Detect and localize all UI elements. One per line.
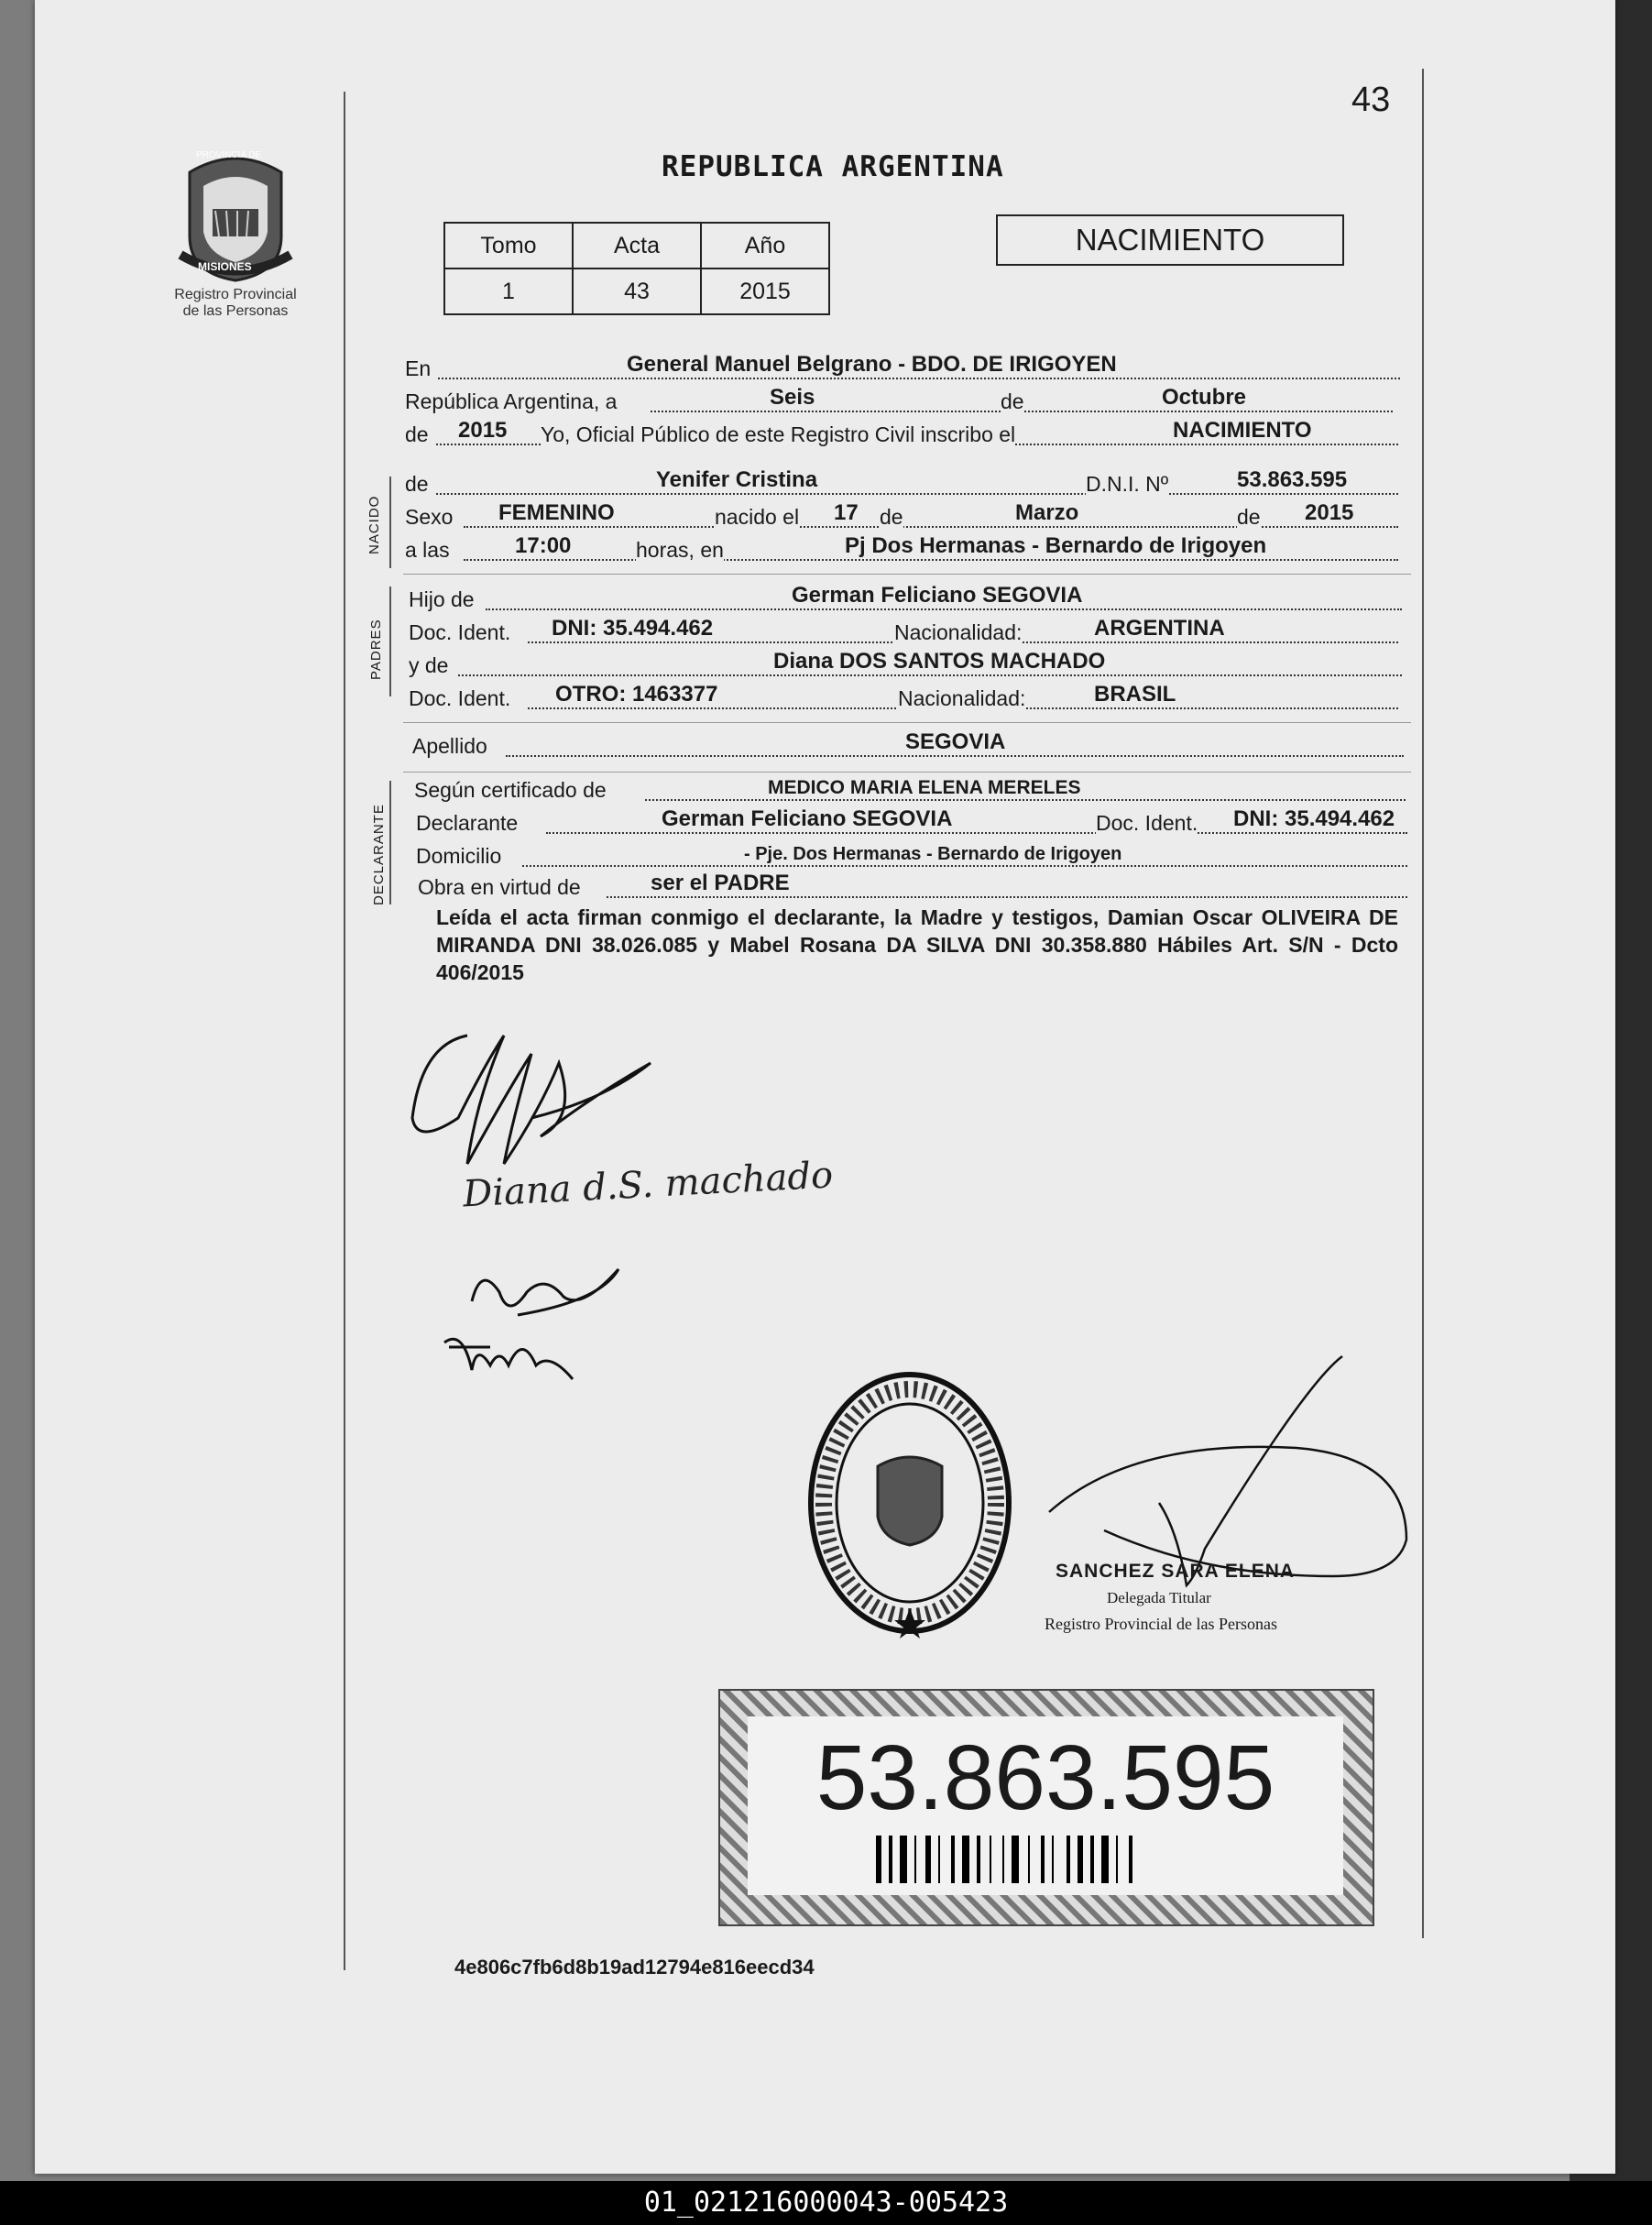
barcode-bar — [1086, 1836, 1088, 1883]
birth-day-value: 17 — [834, 500, 859, 525]
cert-label: Según certificado de — [414, 778, 607, 802]
padres-separator — [389, 586, 391, 696]
barcode-bar — [876, 1836, 881, 1883]
barcode-bar — [925, 1836, 931, 1883]
barcode-bar — [943, 1836, 948, 1883]
barcode-bar — [962, 1836, 969, 1883]
barcode-bar — [884, 1836, 886, 1883]
barcode-bar — [990, 1836, 991, 1883]
barcode-bar — [1007, 1836, 1009, 1883]
barcode-bar — [977, 1836, 980, 1883]
sexo-label: Sexo — [405, 505, 454, 529]
dni-large-number: 53.863.595 — [815, 1726, 1275, 1829]
obra-value: ser el PADRE — [651, 871, 790, 895]
cert-row — [403, 773, 1411, 806]
barcode-bar — [1116, 1836, 1118, 1883]
father-name-value: German Feliciano SEGOVIA — [792, 583, 1083, 608]
mother-nat-label: Nacionalidad: — [898, 686, 1026, 710]
barcode-bar — [938, 1836, 940, 1883]
barcode-bar — [957, 1836, 959, 1883]
nacido-birth-row — [403, 500, 1411, 533]
mother-doc-value: OTRO: 1463377 — [555, 682, 718, 707]
misiones-logo — [158, 145, 313, 320]
mother-doc-label: Doc. Ident. — [409, 686, 511, 710]
closing-statement: Leída el acta firman conmigo el declarante, la Madre y testigos, Damian Oscar OLIVEIRA DE MIRANDA DNI 38.026.085 y Mabel Rosana DA SILVA DNI 30.358.880 Hábiles Art. S/N - Dcto 406/2015 — [436, 905, 1398, 984]
barcode-bar — [889, 1836, 892, 1883]
declarante-doc-label: Doc. Ident. — [1096, 811, 1198, 835]
father-nat-label: Nacionalidad: — [894, 620, 1023, 644]
birth-place-value: Pj Dos Hermanas - Bernardo de Irigoyen — [845, 533, 1267, 558]
logo-banner-text: PROVINCIA DE — [196, 150, 262, 160]
barcode-bar — [900, 1836, 907, 1883]
declarante-label: Declarante — [416, 811, 519, 835]
apellido-row — [403, 729, 1411, 762]
page-number: 43 — [1351, 81, 1391, 119]
barcode — [876, 1836, 1215, 1883]
nacido-el-label: nacido el — [715, 505, 800, 529]
official-seal-icon — [804, 1365, 1015, 1640]
barcode-bar — [1067, 1836, 1070, 1883]
tomo-value: 1 — [444, 269, 573, 314]
barcode-bar — [1135, 1836, 1139, 1883]
birth-time-value: 17:00 — [515, 533, 572, 558]
father-nationality-value: ARGENTINA — [1094, 616, 1225, 641]
left-margin-line — [344, 92, 345, 1970]
barcode-bar — [1078, 1836, 1083, 1883]
child-dni-value: 53.863.595 — [1237, 467, 1348, 492]
barcode-bar — [1022, 1836, 1025, 1883]
mother-signature: Diana d.S. machado — [462, 1154, 835, 1216]
hijo-de-label: Hijo de — [409, 587, 475, 611]
ano-value: 2015 — [701, 269, 829, 314]
barcode-bar — [1028, 1836, 1030, 1883]
dni-label: D.N.I. Nº — [1086, 472, 1169, 496]
padres-side-label: PADRES — [368, 619, 384, 680]
domicilio-label: Domicilio — [416, 844, 502, 868]
de-label-3: de — [1237, 505, 1261, 529]
declarante-name-value: German Feliciano SEGOVIA — [662, 806, 953, 831]
declarante-separator — [389, 781, 391, 904]
y-de-label: y de — [409, 653, 449, 677]
declarante-side-label: DECLARANTE — [371, 804, 387, 905]
footer-id: 01_021216000043-005423 — [0, 2181, 1652, 2225]
mother-doc-row — [403, 682, 1411, 715]
declarante-row — [403, 806, 1411, 839]
dni-label-sticker — [718, 1689, 1374, 1926]
mother-row — [403, 649, 1411, 682]
document-hash: 4e806c7fb6d8b19ad12794e816eecd34 — [454, 1956, 815, 1978]
father-row — [403, 583, 1411, 616]
month-value: Octubre — [1162, 385, 1247, 410]
cert-value: MEDICO MARIA ELENA MERELES — [768, 777, 1081, 798]
obra-row — [403, 871, 1411, 904]
intro-oficial-row — [403, 418, 1411, 451]
barcode-bar — [895, 1836, 897, 1883]
registry-table — [443, 222, 830, 315]
nacido-side-label: NACIDO — [367, 495, 382, 554]
place-value: General Manuel Belgrano - BDO. DE IRIGOYEN — [627, 352, 1117, 377]
barcode-bar — [1056, 1836, 1064, 1883]
act-type-box: NACIMIENTO — [996, 214, 1344, 266]
nacido-de-label: de — [405, 472, 429, 496]
domicilio-row — [403, 839, 1411, 872]
logo-caption-line2: de las Personas — [182, 303, 289, 319]
sexo-value: FEMENINO — [498, 500, 615, 525]
official-office: Registro Provincial de las Personas — [1045, 1615, 1277, 1633]
acta-value: 43 — [573, 269, 701, 314]
dni-label-inner — [748, 1716, 1343, 1895]
father-doc-value: DNI: 35.494.462 — [552, 616, 714, 641]
barcode-bar — [919, 1836, 923, 1883]
de-label: de — [1001, 389, 1024, 413]
en-label: En — [405, 356, 432, 380]
barcode-bar — [1033, 1836, 1038, 1883]
barcode-bar — [1097, 1836, 1099, 1883]
de2-label: de — [405, 422, 429, 446]
tomo-header: Tomo — [444, 223, 573, 269]
barcode-bar — [1041, 1836, 1045, 1883]
barcode-bar — [910, 1836, 912, 1883]
barcode-bar — [1111, 1836, 1113, 1883]
right-margin-line — [1422, 69, 1424, 1938]
barcode-bar — [1101, 1836, 1109, 1883]
barcode-bar — [1052, 1836, 1054, 1883]
obra-label: Obra en virtud de — [418, 875, 581, 899]
republica-label: República Argentina, a — [405, 389, 618, 413]
horas-label: horas, en — [636, 538, 724, 562]
birth-month-value: Marzo — [1015, 500, 1079, 525]
official-role: Delegada Titular — [1107, 1589, 1211, 1606]
barcode-bar — [1047, 1836, 1049, 1883]
acta-header: Acta — [573, 223, 701, 269]
section-divider — [403, 772, 1411, 773]
oficial-text: Yo, Oficial Público de este Registro Civil inscribo el — [541, 422, 1016, 446]
domicilio-value: - Pje. Dos Hermanas - Bernardo de Irigoyen — [744, 844, 1122, 864]
nacido-name-row — [403, 467, 1411, 500]
father-doc-label: Doc. Ident. — [409, 620, 511, 644]
official-name: SANCHEZ SARA ELENA — [1056, 1561, 1296, 1582]
barcode-bar — [914, 1836, 916, 1883]
day-value: Seis — [770, 385, 815, 410]
year-value: 2015 — [458, 418, 508, 443]
intro-date-row — [403, 385, 1411, 418]
barcode-bar — [1121, 1836, 1126, 1883]
witness-signature-1 — [463, 1255, 628, 1329]
section-divider — [403, 722, 1411, 723]
barcode-bar — [983, 1836, 987, 1883]
mother-nationality-value: BRASIL — [1094, 682, 1176, 707]
father-doc-row — [403, 616, 1411, 649]
section-divider — [403, 574, 1411, 575]
ano-header: Año — [701, 223, 829, 269]
logo-caption-line1: Registro Provincial — [174, 287, 297, 302]
birth-year-value: 2015 — [1305, 500, 1354, 525]
alas-label: a las — [405, 538, 450, 562]
barcode-bar — [1002, 1836, 1004, 1883]
official-signature — [1022, 1347, 1425, 1640]
barcode-bar — [1129, 1836, 1132, 1883]
intro-place-row — [403, 352, 1411, 385]
inscribe-value: NACIMIENTO — [1173, 418, 1312, 443]
barcode-bar — [934, 1836, 935, 1883]
page-title: REPUBLICA ARGENTINA — [662, 150, 1004, 183]
barcode-bar — [1012, 1836, 1019, 1883]
apellido-label: Apellido — [412, 734, 487, 758]
witness-signature-2 — [435, 1324, 582, 1388]
de-label-2: de — [880, 505, 903, 529]
nacido-separator — [389, 477, 391, 568]
barcode-bar — [972, 1836, 974, 1883]
declarante-doc-value: DNI: 35.494.462 — [1233, 806, 1395, 831]
mother-name-value: Diana DOS SANTOS MACHADO — [773, 649, 1106, 674]
barcode-bar — [1090, 1836, 1094, 1883]
barcode-bar — [951, 1836, 955, 1883]
logo-ribbon-text: MISIONES — [198, 260, 252, 273]
barcode-bar — [1073, 1836, 1075, 1883]
nacido-time-row — [403, 533, 1411, 566]
barcode-bar — [994, 1836, 1000, 1883]
apellido-value: SEGOVIA — [905, 729, 1006, 754]
child-name-value: Yenifer Cristina — [656, 467, 818, 492]
